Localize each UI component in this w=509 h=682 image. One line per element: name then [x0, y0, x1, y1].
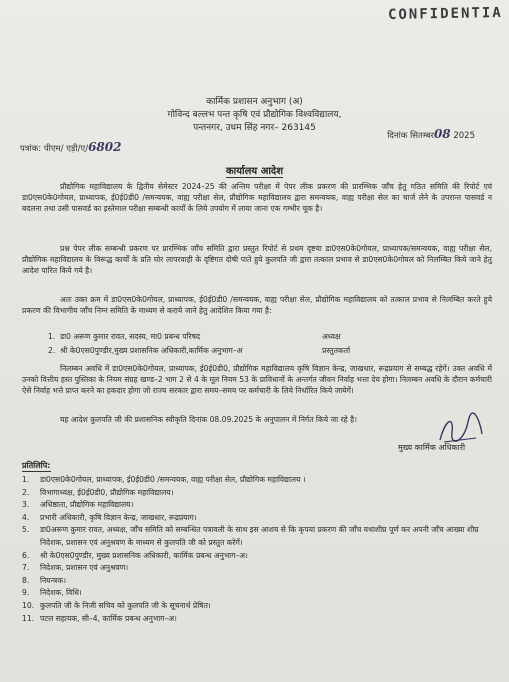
paragraph-4: निलम्बन अवधि में डा0एस0के0गोयल, प्राध्यापक, ई0ई0डी0, प्रौद्योगिक महाविद्यालय कृषि विज्ञान केन्द्र, जाखधार, रूद्रप्रयाग से सम्बद्ध रहेगें। उक्त अवधि में उनको वित्तीय हस्त पुस्तिका के नियम संग्रह खण्ड–2 भाग 2 से 4 के मूल नियम 53 के प्राविधानों के अन्तर्गत जीवन निर्वाह भत्ता देय होगा। निलम्बन अवधि के दौरान कर्मचारी ऐसे निर्वाह भत्ते प्राप्त करने का हकदार होगा जो राज्य सरकार द्वारा समय–समय पर कर्मचारी के लिये निर्धारित किये जायेगें।: [22, 364, 492, 396]
copy-list: [22, 474, 492, 625]
copy-item: 7. निदेशक, प्रशासन एवं अनुश्रवण।: [22, 563, 129, 573]
reference-prefix: पत्रांक: पीएम/ एड़ी/ए/: [20, 144, 89, 154]
order-title: कार्यालय आदेश: [225, 166, 284, 177]
date-label: दिनांक सितम्बर: [387, 131, 434, 141]
copy-item: 11. पटल सहायक, सी–4, कार्मिक प्रबन्ध अनुभाग–अ।: [22, 613, 177, 623]
header-line-2: गोविन्द बल्लभ पन्त कृषि एवं प्रौद्योगिक विश्वविद्यालय,: [167, 110, 342, 120]
copy-heading: प्रतिलिपि:: [22, 461, 51, 470]
copy-item: 10. कुलपति जी के निजी सचिव को कुलपति जी के सूचनार्थ प्रेषित।: [22, 600, 211, 610]
paragraph-3: अतः उक्त क्रम में डा0एस0के0गोयल, प्राध्यापक, ई0ई0डी0 /समन्वयक, वाह्य परीक्षा सेल, प्रौद्योगिक महाविद्यालय को तत्काल प्रभाव से निलम्बित करते हुये प्रकरण की विभागीय जाँच निम्न समिति के माध्यम से कराये जाने हेतु आदेशित किया गया है:: [22, 295, 492, 316]
committee-role-2: प्रस्तुतकर्ता: [322, 346, 351, 355]
reference-handwritten-number: 6802: [88, 140, 122, 154]
paragraph-1: प्रौद्योगिक महाविद्यालय के द्वितीय सेमेस्टर 2024–25 की अन्तिम परीक्षा में पेपर लीक प्रकरण की प्रारम्भिक जाँच हेतु गठित समिति की रिपोर्ट एवं डा0एस0के0गोयल, प्राध्यापक, ई0ई0डी0 /समन्वयक, वाह्य परीक्षा सेल, प्रौद्योगिक महाविद्यालय द्वारा समन्वयक, वाह्य परीक्षा सेल का चार्ज लेने के उपरान्त पासवर्ड न बदलना तथा उसी पासवर्ड का इस्तेमाल परीक्षा सम्बन्धी कार्यों के लिये उपयोग में लाया जाना एक गम्भीर चूक है।: [22, 182, 492, 214]
copy-item: 6. श्री के0एस0पुण्डीर, मुख्य प्रशासनिक अधिकारी, कार्मिक प्रबन्ध अनुभाग–अ।: [22, 550, 248, 560]
copy-item: 8. नियन्त्रक।: [22, 575, 66, 585]
date-year: 2025: [453, 131, 475, 141]
paragraph-2: प्रश्न पेपर लीक सम्बन्धी प्रकरण पर प्रारम्भिक जाँच समिति द्वारा प्रस्तुत रिपोर्ट से प्रथम दृष्टया डा0एस0के0गोयल, प्राध्यापक/समन्वयक, वाह्य परीक्षा सेल, प्रौद्योगिक महाविद्यालय के विरूद्ध कार्यों के प्रति घोर लापरवाही के दृष्टिगत दोषी पाते हुये कुलपति जी द्वारा तत्काल प्रभाव से डा0एस0के0गोयल को निलम्बित किये जाने हेतु आदेश पारित किये गये है।: [22, 244, 492, 276]
copy-item: 3. अधिष्ठाता, प्रौद्योगिक महाविद्यालय।: [22, 500, 134, 510]
signatory-designation: मुख्य कार्मिक अधिकारी: [398, 443, 466, 452]
committee-role-1: अध्यक्ष: [322, 332, 341, 341]
header-line-1: कार्मिक प्रशासन अनुभाग (अ): [206, 97, 303, 107]
copy-item: 2. विभागाध्यक्ष, ई0ई0डी0, प्रौद्योगिक महाविद्यालय।: [22, 487, 174, 497]
copy-item: 5. डा0अरूण कुमार रावत, अध्यक्ष, जाँच समिति को सम्बन्धित पत्रावली के साथ इस आशय से कि कृपया प्रकरण की जाँच यथाशीघ्र पूर्ण कर अपनी जाँच आख्या शीघ्र निदेशक, प्रशासन एवं अनुश्रवण के माध्यम से कुलपति जी को प्रस्तुत करेगें।: [22, 525, 479, 547]
date-day-handwritten: 08: [433, 127, 451, 141]
header-line-3: पन्तनगर, उधम सिंह नगर– 263145: [193, 123, 316, 133]
issue-date: [387, 127, 475, 141]
confidential-stamp: CONFIDENTIA: [388, 5, 504, 23]
copy-item: 4. प्रभारी अधिकारी, कृषि विज्ञान केन्द्र, जाखधार, रूद्रप्रयाग।: [22, 512, 197, 522]
committee-item-1: 1. डा0 अरूण कुमार रावत, सदस्य, मा0 प्रबन्ध परिषद: [48, 332, 201, 341]
paragraph-5: यह आदेश कुलपति जी की प्रशासनिक स्वीकृति दिनांक 08.09.2025 के अनुपालन में निर्गत किये जा रहे है।: [60, 415, 358, 424]
signature-scribble: [436, 412, 486, 446]
reference-number: [20, 140, 121, 154]
committee-item-2: 2. श्री के0एस0पुण्डीर,मुख्य प्रशासनिक अधिकारी,कार्मिक अनुभाग–अ: [48, 346, 243, 355]
copy-item: 9. निदेशक, विधि।: [22, 588, 82, 598]
copy-item: 1. डा0एस0के0गोयल, प्राध्यापक, ई0ई0डी0 /समन्वयक, वाह्य परीक्षा सेल, प्रौद्योगिक महाविद्यालय ।: [22, 475, 306, 484]
